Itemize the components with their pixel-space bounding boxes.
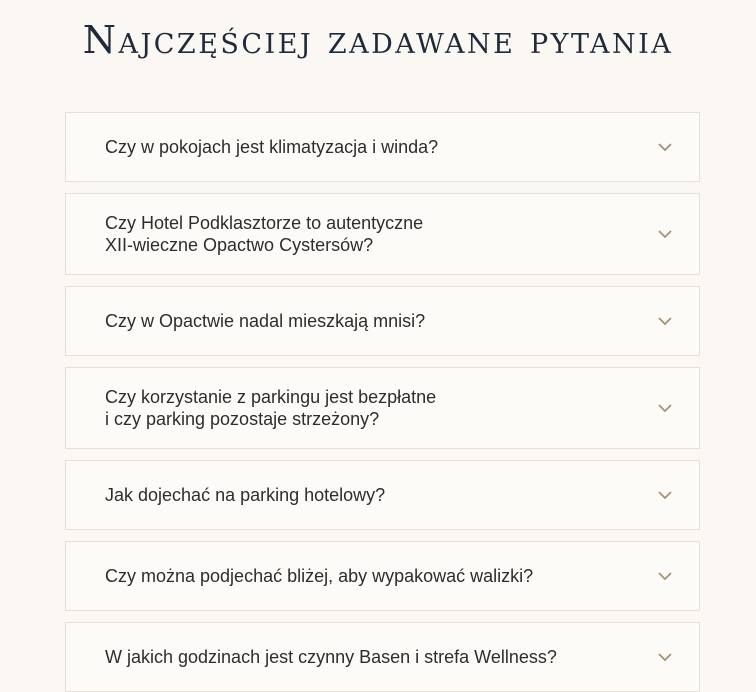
faq-question: Czy korzystanie z parkingu jest bezpłatne i czy parking pozostaje strzeżony? [105,387,437,429]
faq-question: Jak dojechać na parking hotelowy? [105,485,386,505]
chevron-down-icon [657,571,673,581]
faq-item[interactable] [65,460,700,530]
chevron-down-icon [657,142,673,152]
chevron-down-icon [657,316,673,326]
chevron-down-icon [657,490,673,500]
faq-item[interactable] [65,286,700,356]
faq-item[interactable] [65,112,700,182]
faq-item[interactable] [65,622,700,692]
faq-question: Czy w Opactwie nadal mieszkają mnisi? [105,311,426,331]
page-title: Najczęściej zadawane pytania [82,18,674,62]
faq-question: W jakich godzinach jest czynny Basen i strefa Wellness? [105,647,557,667]
faq-item[interactable] [65,541,700,611]
faq-question: Czy można podjechać bliżej, aby wypakować walizki? [105,566,534,586]
chevron-down-icon [657,403,673,413]
chevron-down-icon [657,652,673,662]
faq-item[interactable] [65,367,700,449]
chevron-down-icon [657,229,673,239]
faq-question: Czy w pokojach jest klimatyzacja i winda? [105,137,439,157]
faq-question: Czy Hotel Podklasztorze to autentyczne XII-wieczne Opactwo Cystersów? [105,213,424,255]
faq-list [65,112,700,692]
faq-item[interactable] [65,193,700,275]
